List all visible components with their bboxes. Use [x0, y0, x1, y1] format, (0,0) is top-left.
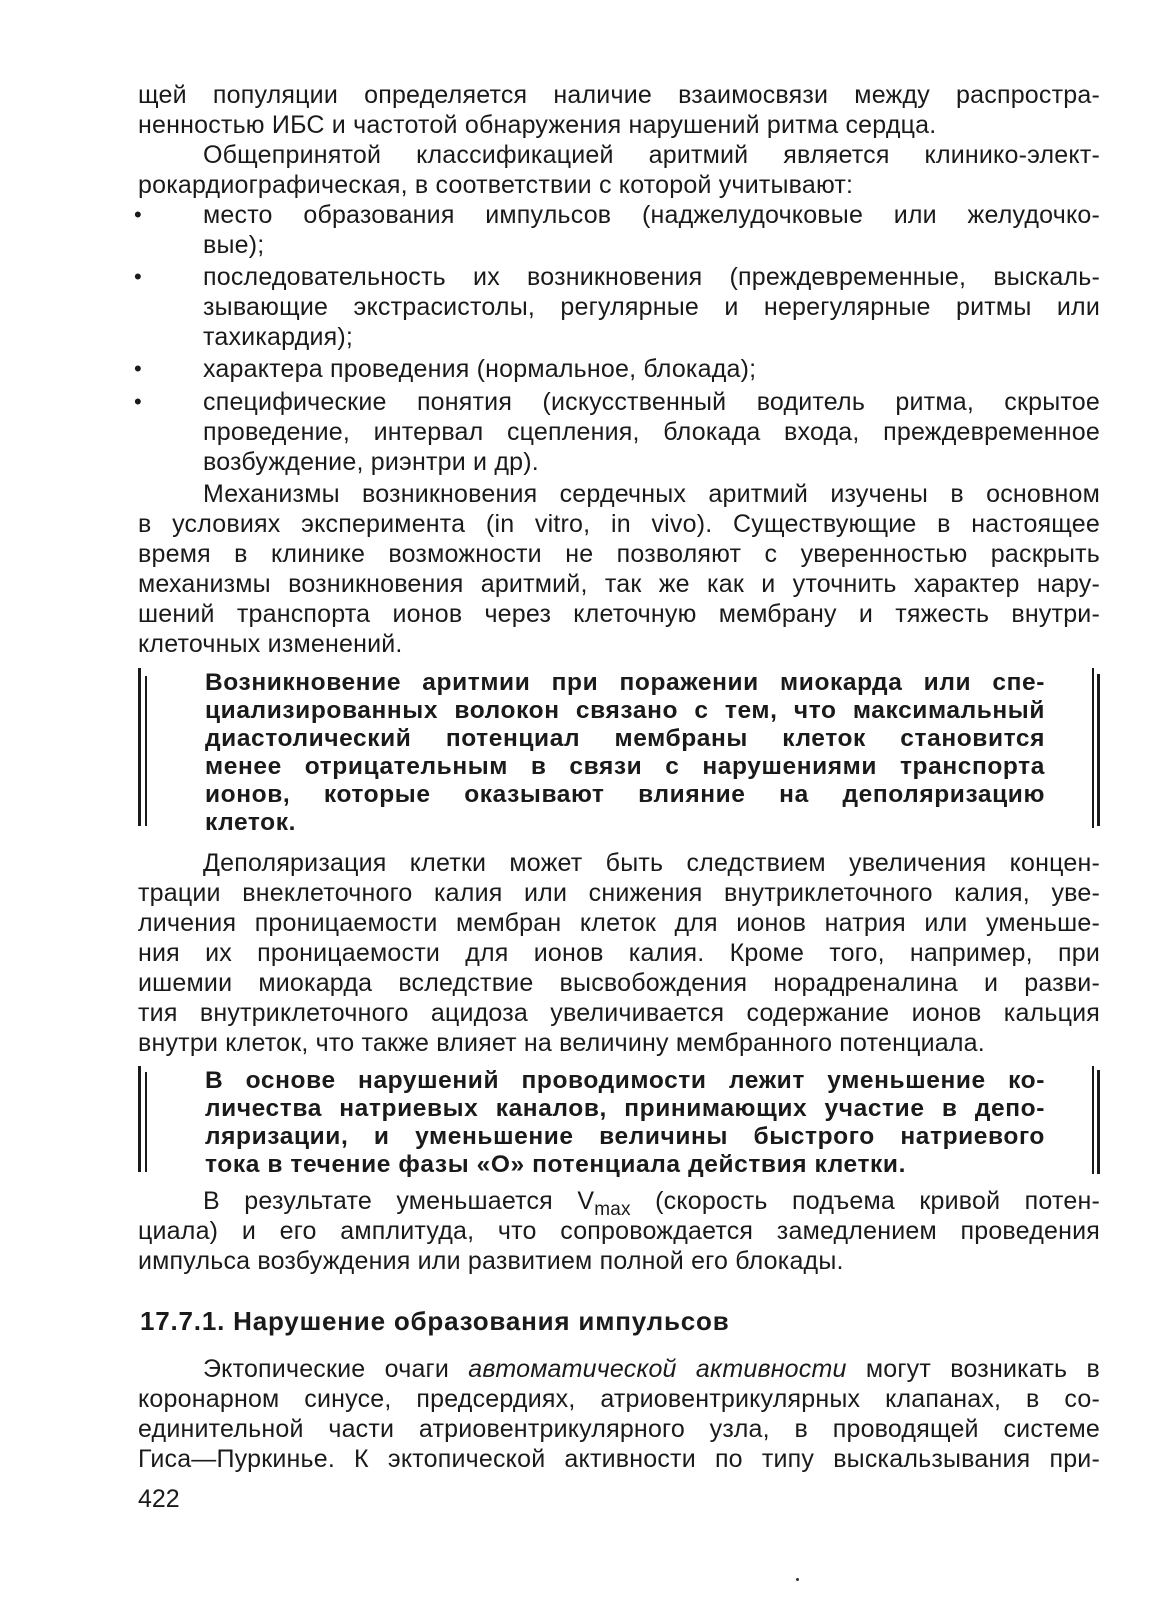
box-left-rule [145, 1072, 147, 1172]
bullet-marker: • [134, 389, 142, 414]
bullet-marker: • [134, 356, 142, 381]
scan-speck [796, 1578, 799, 1581]
highlight-box [138, 668, 1100, 836]
text-line: рокардиографическая, в соответствии с которой учитывают: [138, 171, 854, 199]
highlight-box [138, 1066, 1100, 1176]
box-right-rule [1097, 1070, 1100, 1174]
text-line: коронарном синусе, предсердиях, атриовентрикулярных клапанах, в со- [138, 1385, 1100, 1413]
text-line: трации внеклеточного калия или снижения внутриклеточного калия, уве- [138, 879, 1100, 907]
box-left-rule [138, 668, 141, 826]
box-text-line: личества натриевых каналов, принимающих участие в депо- [205, 1095, 1045, 1122]
box-text-line: В основе нарушений проводимости лежит уменьшение ко- [205, 1067, 1045, 1094]
text-fragment: В результате уменьшается V [203, 1187, 595, 1215]
list-item-line: тахикардия); [203, 323, 354, 351]
text-line: Гиса—Пуркинье. К эктопической активности по типу выскальзывания при- [138, 1445, 1100, 1473]
text-line: Деполяризация клетки может быть следствием увеличения концен- [203, 849, 1100, 877]
list-item-line: специфические понятия (искусственный водитель ритма, скрытое [203, 388, 1100, 416]
text-line: время в клинике возможности не позволяют с уверенностью раскрыть [138, 540, 1100, 568]
box-text-line: тока в течение фазы «О» потенциала действия клетки. [205, 1151, 906, 1178]
italic-term: автоматической активности [468, 1355, 847, 1383]
box-text-line: клеток. [205, 809, 297, 836]
text-line: клеточных изменений. [138, 630, 403, 658]
text-line: циала) и его амплитуда, что сопровождается замедлением проведения [138, 1217, 1100, 1245]
subscript: max [594, 1199, 631, 1220]
bullet-marker: • [134, 264, 142, 289]
page-number: 422 [138, 1485, 180, 1513]
box-text-line: менее отрицательным в связи с нарушениями транспорта [205, 753, 1045, 780]
text-fragment: могут возникать в [846, 1355, 1100, 1383]
text-line: личения проницаемости мембран клеток для ионов натрия или уменьше- [138, 909, 1100, 937]
box-text-line: Возникновение аритмии при поражении миокарда или спе- [205, 669, 1045, 696]
list-item-line: последовательность их возникновения (преждевременные, выскаль- [203, 263, 1100, 291]
list-item-line: проведение, интервал сцепления, блокада входа, преждевременное [203, 418, 1100, 446]
text-line: ишемии миокарда вследствие высвобождения норадреналина и разви- [138, 969, 1100, 997]
text-line: внутри клеток, что также влияет на величину мембранного потенциала. [138, 1029, 985, 1057]
text-line: в условиях эксперимента (in vitro, in vivo). Существующие в настоящее [138, 510, 1100, 538]
text-line: механизмы возникновения аритмий, так же как и уточнить характер нару- [138, 570, 1100, 598]
text-line: ненностью ИБС и частотой обнаружения нарушений ритма сердца. [138, 111, 937, 139]
box-text-line: ляризации, и уменьшение величины быстрого натриевого [205, 1123, 1045, 1150]
text-line [203, 1354, 1100, 1384]
list-item-line: место образования импульсов (наджелудочковые или желудочко- [203, 201, 1100, 229]
box-left-rule [145, 676, 147, 826]
text-line: щей популяции определяется наличие взаимосвязи между распростра- [138, 81, 1100, 109]
text-line: шений транспорта ионов через клеточную мембрану и тяжесть внутри- [138, 600, 1100, 628]
section-heading: 17.7.1. Нарушение образования импульсов [140, 1306, 730, 1336]
text-line: Механизмы возникновения сердечных аритмий изучены в основном [203, 480, 1100, 508]
box-text-line: циализированных волокон связано с тем, что максимальный [205, 697, 1045, 724]
text-line: тия внутриклеточного ацидоза увеличивается содержание ионов кальция [138, 999, 1100, 1027]
bullet-marker: • [134, 202, 142, 227]
list-item-line: зывающие экстрасистолы, регулярные и нерегулярные ритмы или [203, 293, 1100, 321]
list-item-line: возбуждение, риэнтри и др). [203, 448, 539, 476]
box-right-rule [1097, 674, 1100, 826]
list-item-line: характера проведения (нормальное, блокада); [203, 355, 757, 383]
text-line: Общепринятой классификацией аритмий является клинико-элект- [203, 141, 1100, 169]
text-fragment: Эктопические очаги [203, 1355, 469, 1383]
box-text-line: ионов, которые оказывают влияние на деполяризацию [205, 781, 1045, 808]
box-left-rule [138, 1066, 141, 1172]
text-line: импульса возбуждения или развитием полной его блокады. [138, 1247, 844, 1275]
text-line: ния их проницаемости для ионов калия. Кроме того, например, при [138, 939, 1100, 967]
box-text-line: диастолический потенциал мембраны клеток становится [205, 725, 1045, 752]
box-right-rule [1092, 1066, 1094, 1174]
text-line: единительной части атриовентрикулярного узла, в проводящей системе [138, 1415, 1100, 1443]
list-item-line: вые); [203, 231, 265, 259]
box-right-rule [1092, 668, 1094, 828]
text-fragment: (скорость подъема кривой потен- [630, 1187, 1100, 1215]
